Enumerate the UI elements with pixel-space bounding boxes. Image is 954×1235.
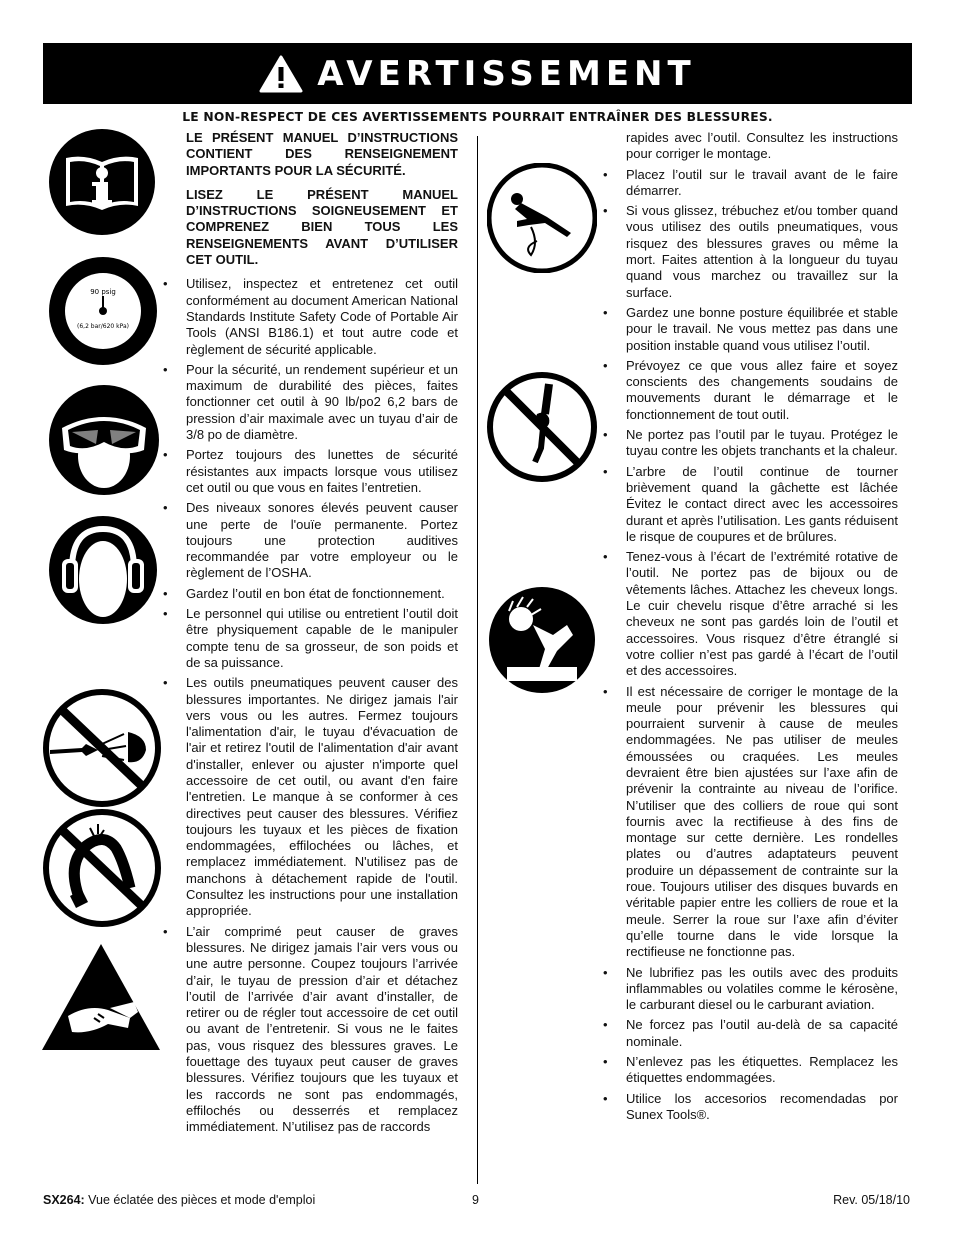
list-item: • Utilisez, inspectez et entretenez cet outil conformément au document American National Standards Institute Safety Code of Portable Air Tools (ANSI B186.1) et tout autre code et règlement de sécurité applicable. <box>186 276 458 357</box>
safety-goggles-icon <box>48 384 160 496</box>
list-item: • L’arbre de l’outil continue de tourner brièvement quand la gâchette est lâchée Évitez le contact direct avec les accessoires durant et après l’utilisation. Les gants réduisent le risque de coupures et de brûlures. <box>626 464 898 545</box>
list-item: • Des niveaux sonores élevés peuvent causer une perte de l'ouïe permanente. Portez toujours une protection auditives recommandée par votre employeur ou le règlement de l’OSHA. <box>186 500 458 581</box>
list-item: • Ne portez pas l’outil par le tuyau. Protégez le tuyau contre les objets tranchants et la chaleur. <box>626 427 898 460</box>
right-bullet-list <box>626 167 898 1124</box>
list-item: • Placez l’outil sur le travail avant de le faire démarrer. <box>626 167 898 200</box>
read-manual-icon <box>48 128 156 236</box>
footer-description: Vue éclatée des pièces et mode d'emploi <box>84 1193 316 1207</box>
list-item: • Tenez-vous à l’écart de l’extrémité rotative de l’outil. Ne portez pas de bijoux ou de vêtements lâches. Attachez les cheveux longs. Le cuir chevelu risque d’être arraché si les cheveux ne sont pas gardés loin de l’outil et accessoires. Vous risquez d’être étranglé si votre collier n’est pas gardé à l’écart de l’outil et des accessoires. <box>626 549 898 679</box>
footer-document-title <box>43 1193 315 1207</box>
list-item: • Les outils pneumatiques peuvent causer des blessures importantes. Ne dirigez jamais l'air vers vous ou les autres. Fermez toujours l'alimentation d'air, le tuyau d'évacuation de l'air et retirez l'outil de l'alimentation d'air avant d'installer, enlever ou ajuster n'importe quel accessoire de cet outil, ou avant d'en faire l'entretien. Le manque à se conformer à ces directives peut causer des blessures. Vérifiez toujours les tuyaux et les pièces de fixation endommagées, effilochées ou lâches, et remplacez immédiatement. N'utilisez pas de manchons à détachement rapide de l'outil. Consultez les instructions pour une installation appropriée. <box>186 675 458 919</box>
list-item: • Il est nécessaire de corriger le montage de la meule pour prévenir les blessures qui pourraient survenir à cause de meules endommagées. Ne pas utiliser de meules émoussées ou craquées. Les meules devraient être bien ajustées sur l’axe afin de prévenir la contrainte au niveau de l’orifice. N’utiliser que des colliers de roue qui sont fournis avec la rectifieuse à des fins de montage sur cette dernière. Les rondelles plates ou d’autres adaptateurs peuvent produire un dépassement de contrainte sur la roue. Toujours utiliser des disques buvards en véritable papier entre les colliers de roue et la meule. Serrer la roue sur l’axe afin d’éviter qu’elle tourne dans le vide lorsque la rectifieuse ne fonctionne pas. <box>626 684 898 961</box>
trip-hazard-icon <box>487 163 597 273</box>
pressure-gauge-icon <box>48 256 158 366</box>
hair-entanglement-icon <box>487 585 597 695</box>
list-item: • L’air comprimé peut causer de graves blessures. Ne dirigez jamais l’air vers vous ou une autre personne. Coupez toujours l’arrivée d’air, le tuyau de pression d’air et détachez l’outil de l’arrivée d’air avant d’installer, de retirer ou de régler tout accessoire de cet outil ou avant de l’entretenir. Si vous ne le faites pas, vous risquez des blessures graves. Le fouettage des tuyaux peut causer de graves blessures. Vérifiez toujours que les tuyaux et les raccords ne sont pas endommagés, effilochés ou desserrés et remplacez immédiatement. N’utilisez pas de raccords <box>186 924 458 1136</box>
hearing-protection-icon <box>48 515 158 625</box>
left-column <box>186 130 458 1140</box>
warning-subtitle: LE NON-RESPECT DE CES AVERTISSEMENTS POURRAIT ENTRAÎNER DES BLESSURES. <box>182 110 773 124</box>
list-item: • Le personnel qui utilise ou entretient l’outil doit être physiquement capable de le manipuler compte tenu de sa grosseur, de son poids et de sa puissance. <box>186 606 458 671</box>
list-item: • N’enlevez pas les étiquettes. Remplacez les étiquettes endommagées. <box>626 1054 898 1087</box>
revision-date: Rev. 05/18/10 <box>833 1193 910 1207</box>
no-damaged-hose-icon <box>42 808 162 928</box>
list-item: • Ne lubrifiez pas les outils avec des produits inflammables ou volatiles comme le kérosène, le carburant diesel ou le carburant aviation. <box>626 965 898 1014</box>
list-item: • Pour la sécurité, un rendement supérieur et un maximum de durabilité des pièces, faites fonctionner cet outil à 90 lb/po2 6,2 bars de pression d’air maximale avec un tuyau d’air de 3/8 po de diamètre. <box>186 362 458 443</box>
list-item: • Portez toujours des lunettes de sécurité résistantes aux impacts lorsque vous utilisez cet outil ou que vous en faites l’entretien. <box>186 447 458 496</box>
list-item: • Gardez une bonne posture équilibrée et stable pour le travail. Ne vous mettez pas dans une position instable quand vous utilisez l’outil. <box>626 305 898 354</box>
no-air-at-person-icon <box>42 688 162 808</box>
warning-banner <box>43 43 912 104</box>
banner-title: AVERTISSEMENT <box>317 53 696 94</box>
list-item: • Ne forcez pas l’outil au-delà de sa capacité nominale. <box>626 1017 898 1050</box>
gauge-label-bar: (6,2 bar/620 kPa) <box>77 323 129 330</box>
list-item: • Prévoyez ce que vous allez faire et soyez conscients des changements soudains de mouvements durant le démarrage et le fonctionnement de tout outil. <box>626 358 898 423</box>
list-item: • Gardez l’outil en bon état de fonctionnement. <box>186 586 458 602</box>
footer-model: SX264: <box>43 1193 85 1207</box>
column-divider <box>477 136 478 1184</box>
manual-intro: LE PRÉSENT MANUEL D’INSTRUCTIONS CONTIENT DES RENSEIGNEMENT IMPORTANTS POUR LA SÉCURITÉ. <box>186 130 458 178</box>
read-manual-intro: LISEZ LE PRÉSENT MANUEL D’INSTRUCTIONS SOIGNEUSEMENT ET COMPRENEZ BIEN TOUS LES RENSEIGNEMENTS AVANT D’UTILISER CET OUTIL. <box>186 186 458 268</box>
no-carry-by-hose-icon <box>487 372 597 482</box>
gauge-label-psi: 90 psig <box>90 288 116 296</box>
list-item: • Utilice los accesorios recomendadas por Sunex Tools®. <box>626 1091 898 1124</box>
page-number: 9 <box>472 1193 479 1207</box>
hand-warning-icon <box>38 940 164 1055</box>
warning-triangle-icon <box>259 54 303 94</box>
right-column <box>626 130 898 1127</box>
list-item: • Si vous glissez, trébuchez et/ou tomber quand vous utilisez des outils pneumatiques, vous risquez des blessures graves ou même la mort. Faites attention à la longueur du tuyau quand vous marchez ou travaillez sur la surface. <box>626 203 898 301</box>
left-bullet-list <box>186 276 458 1135</box>
continued-text: rapides avec l’outil. Consultez les instructions pour corriger le montage. <box>626 130 898 162</box>
